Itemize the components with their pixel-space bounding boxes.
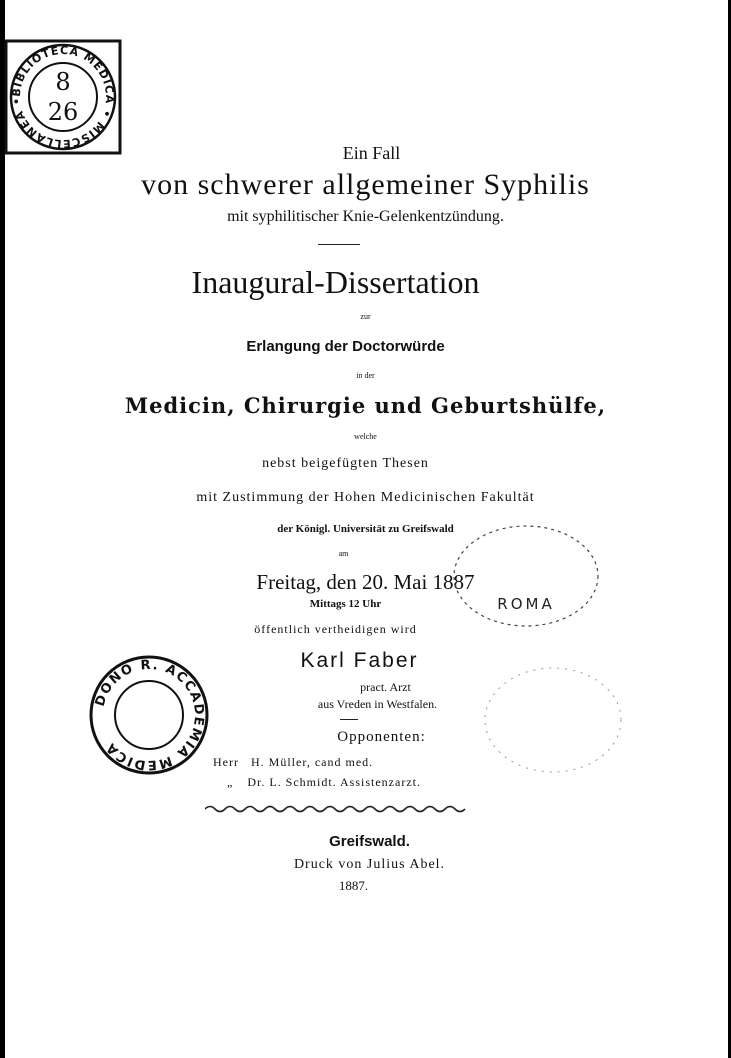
academy-stamp-seal — [86, 652, 212, 778]
imprint-city: Greifswald. — [329, 833, 410, 850]
opponent-name-1: H. Müller, cand med. — [250, 755, 374, 769]
library-stamp-top-number: 8 — [55, 68, 71, 96]
main-title: von schwerer allgemeiner Syphilis — [141, 168, 590, 201]
opponent-prefix-1: Herr — [213, 755, 239, 769]
library-stamp — [2, 38, 124, 156]
subtitle: mit syphilitischer Knie-Gelenkentzündung. — [227, 208, 504, 225]
consent: mit Zustimmung der Hohen Medicinischen Fakultät — [196, 490, 535, 505]
divider-1 — [318, 244, 360, 245]
faculty-fields: Medicin, Chirurgie und Geburtshülfe, — [124, 393, 607, 418]
date: Freitag, den 20. Mai 1887 — [256, 570, 475, 594]
opponents-heading: Opponenten: — [337, 729, 426, 745]
divider-2 — [340, 719, 358, 720]
opponent-name-2: Dr. L. Schmidt. Assistenzarzt. — [247, 775, 421, 789]
author-name: Karl Faber — [300, 649, 419, 672]
time: Mittags 12 Uhr — [309, 598, 382, 610]
roma-stamp-seal — [450, 520, 602, 632]
ghost-stamp — [478, 660, 628, 780]
library-stamp-seal — [2, 38, 124, 156]
roma-stamp — [450, 520, 602, 632]
in-der: in der — [356, 371, 375, 380]
imprint-printer: Druck von Julius Abel. — [293, 857, 446, 872]
author-title: pract. Arzt — [360, 680, 411, 694]
defense: öffentlich vertheidigen wird — [254, 622, 417, 636]
opponent-prefix-2: „ — [227, 775, 234, 789]
svg-text:DONO R. ACCADEMIA MEDICA — [93, 658, 207, 772]
library-stamp-ring: BIBLIOTECA MEDICA • MISCELLANEA • — [9, 43, 117, 151]
university: der Königl. Universität zu Greifswald — [277, 523, 454, 535]
opponent-row-1 — [213, 755, 373, 770]
opponent-row-2 — [227, 775, 421, 790]
author-origin: aus Vreden in Westfalen. — [317, 697, 438, 711]
ein-fall: Ein Fall — [342, 143, 401, 163]
am: am — [338, 549, 349, 558]
theses: nebst beigefügten Thesen — [262, 456, 429, 471]
zur: zur — [360, 312, 371, 321]
roma-stamp-text: ROMA — [497, 595, 555, 613]
ornamental-divider — [205, 804, 467, 814]
academy-stamp-ring: DONO R. ACCADEMIA MEDICA — [92, 657, 207, 773]
imprint-year: 1887. — [338, 878, 369, 893]
welche: welche — [354, 432, 377, 441]
purpose: Erlangung der Doctorwürde — [246, 338, 445, 355]
dissertation-heading: Inaugural-Dissertation — [191, 264, 480, 300]
academy-stamp — [86, 652, 212, 778]
library-stamp-bottom-number: 26 — [47, 98, 79, 126]
